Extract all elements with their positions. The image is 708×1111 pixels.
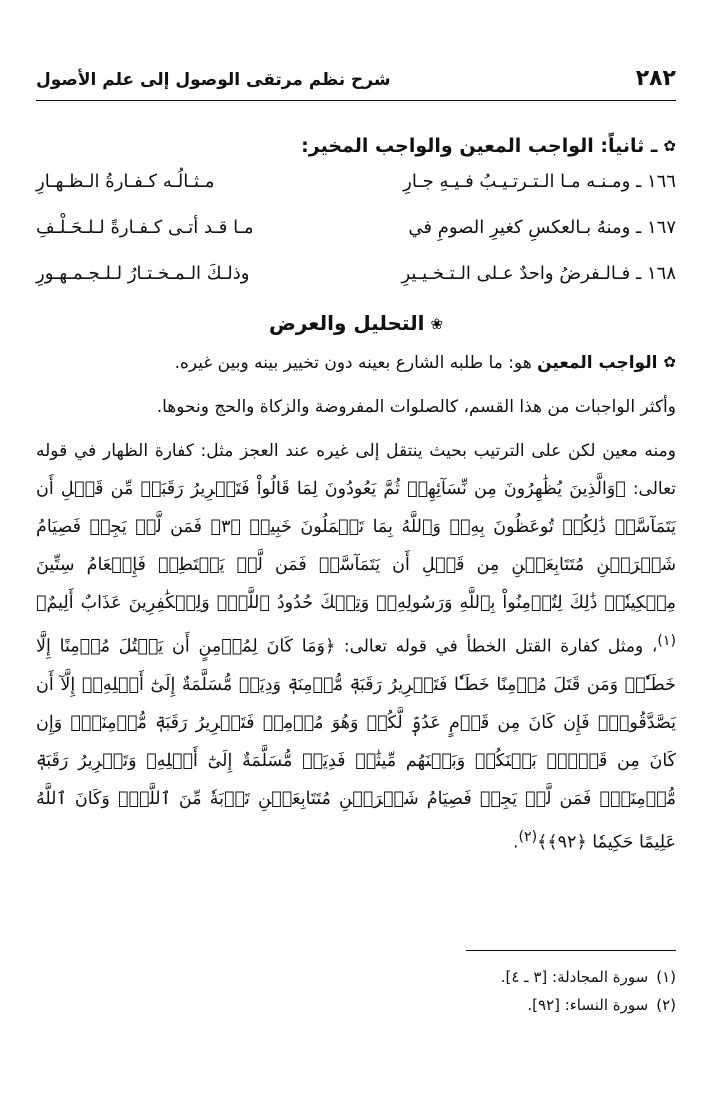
analysis-heading xyxy=(36,303,676,343)
flower-ornament-icon: ✿ xyxy=(663,353,676,371)
quran-quote-killing: ﴿وَمَا كَانَ لِمُؤۡمِنٍ أَن يَقۡتُلَ مُؤۡمِنًا إِلَّا خَطَـٔٗاۚ وَمَن قَتَلَ مُؤۡمِنًا خَطَـٔٗا فَتَحۡرِيرُ رَقَبَةٖ مُّؤۡمِنَةٖ وَدِيَةٞ مُّسَلَّمَةٌ إِلَىٰٓ أَهۡلِهِۦٓ إِلَّآ أَن يَصَّدَّقُواْۚ فَإِن كَانَ مِن قَوۡمٍ عَدُوّٖ لَّكُمۡ وَهُوَ مُؤۡمِنٞ فَتَحۡرِيرُ رَقَبَةٖ مُّؤۡمِنَةٖۖ وَإِن كَانَ مِن قَوۡمِۭ بَيۡنَكُمۡ وَبَيۡنَهُم مِّيثَٰقٞ فَدِيَةٞ مُّسَلَّمَةٌ إِلَىٰٓ أَهۡلِهِۦ وَتَحۡرِيرُ رَقَبَةٖ مُّؤۡمِنَةٖۖ فَمَن لَّمۡ يَجِدۡ فَصِيَامُ شَهۡرَيۡنِ مُتَتَابِعَيۡنِ تَوۡبَةٗ مِّنَ ٱللَّهِۗ وَكَانَ ٱللَّهُ عَلِيمًا حَكِيمٗا ﴿٩٢﴾﴾ xyxy=(36,636,676,853)
verse-second-hemistich: وذلـكَ الـمـخـتـارُ لـلـجـمـهـورِ xyxy=(36,263,250,284)
verse-second-hemistich: مـا قـد أتـى كـفـارةً لـلـحَـلْـفِ xyxy=(36,217,254,238)
verse-row xyxy=(36,207,676,253)
paragraph-intro: ومنه معين لكن على الترتيب بحيث ينتقل إلى غيره عند العجز مثل: كفارة الظهار في قوله تعالى: xyxy=(36,441,677,499)
footnote xyxy=(36,991,676,1019)
section-heading xyxy=(36,131,676,161)
footnote-ref: (١) xyxy=(657,633,676,649)
paragraph-end: . xyxy=(513,832,519,853)
footnote-text: سورة المجادلة: [٣ ـ ٤]. xyxy=(500,968,649,986)
verse-row xyxy=(36,253,676,299)
verse-first-hemistich: ١٦٦ ـ ومـنـه مـا الـتـرتـيـبُ فـيـهِ جـارِ xyxy=(403,171,676,192)
verse-second-hemistich: مـثـالُـه كـفـارةُ الـظـهـارِ xyxy=(36,171,215,192)
verse-first-hemistich: ١٦٨ ـ فـالـفرضُ واحدٌ عـلى الـتـخـيـيرِ xyxy=(401,263,676,284)
flower-ornament-icon: ✿ xyxy=(663,137,676,155)
verse-row xyxy=(36,161,676,207)
footnote-ref: (٢) xyxy=(518,828,538,845)
definition-paragraph xyxy=(36,343,676,382)
footnote-number: (٢) xyxy=(656,996,676,1014)
footnote-number: (١) xyxy=(656,968,676,986)
verse-first-hemistich: ١٦٧ ـ ومنهُ بـالعكسِ كغيرِ الصومِ في xyxy=(408,217,676,238)
definition-text: هو: ما طلبه الشارع بعينه دون تخيير بينه وبين غيره. xyxy=(174,353,538,373)
expiation-paragraph xyxy=(36,432,676,861)
decorative-ornament-icon: ❀ xyxy=(430,315,444,333)
footnote-text: سورة النساء: [٩٢]. xyxy=(527,996,649,1014)
document-page xyxy=(36,64,676,861)
defined-term: الواجب المعين xyxy=(537,353,658,373)
running-title: شرح نظم مرتقى الوصول إلى علم الأصول xyxy=(36,70,391,90)
quran-quote-zihar: ﴿وَالَّذِينَ يُظَٰهِرُونَ مِن نِّسَآئِهِمۡ ثُمَّ يَعُودُونَ لِمَا قَالُواْ فَتَحۡرِيرُ رَقَبَةٖ مِّن قَبۡلِ أَن يَتَمَآسَّاۚ ذَٰلِكُمۡ تُوعَظُونَ بِهِۦۚ وَٱللَّهُ بِمَا تَعۡمَلُونَ خَبِيرٞ ﴿٣﴾ فَمَن لَّمۡ يَجِدۡ فَصِيَامُ شَهۡرَيۡنِ مُتَتَابِعَيۡنِ مِن قَبۡلِ أَن يَتَمَآسَّاۖ فَمَن لَّمۡ يَسۡتَطِعۡ فَإِطۡعَامُ سِتِّينَ مِسۡكِينٗاۚ ذَٰلِكَ لِتُؤۡمِنُواْ بِٱللَّهِ وَرَسُولِهِۦۚ وَتِلۡكَ حُدُودُ ٱللَّهِۗ وَلِلۡكَٰفِرِينَ عَذَابٌ أَلِيمٌ﴾ xyxy=(36,479,676,613)
examples-paragraph: وأكثر الواجبات من هذا القسم، كالصلوات المفروضة والزكاة والحج ونحوها. xyxy=(156,397,676,417)
page-number: ٢٨٢ xyxy=(635,66,676,91)
page-header xyxy=(36,64,676,101)
analysis-heading-text: التحليل والعرض xyxy=(268,311,425,335)
footnote xyxy=(36,963,676,991)
poem-verses xyxy=(36,161,676,299)
footnotes xyxy=(36,950,676,1019)
footnote-divider xyxy=(466,950,676,951)
section-heading-text: ـ ثانياً: الواجب المعين والواجب المخير: xyxy=(301,135,658,157)
paragraph-mid: ، ومثل كفارة القتل الخطأ في قوله تعالى: xyxy=(335,636,658,657)
